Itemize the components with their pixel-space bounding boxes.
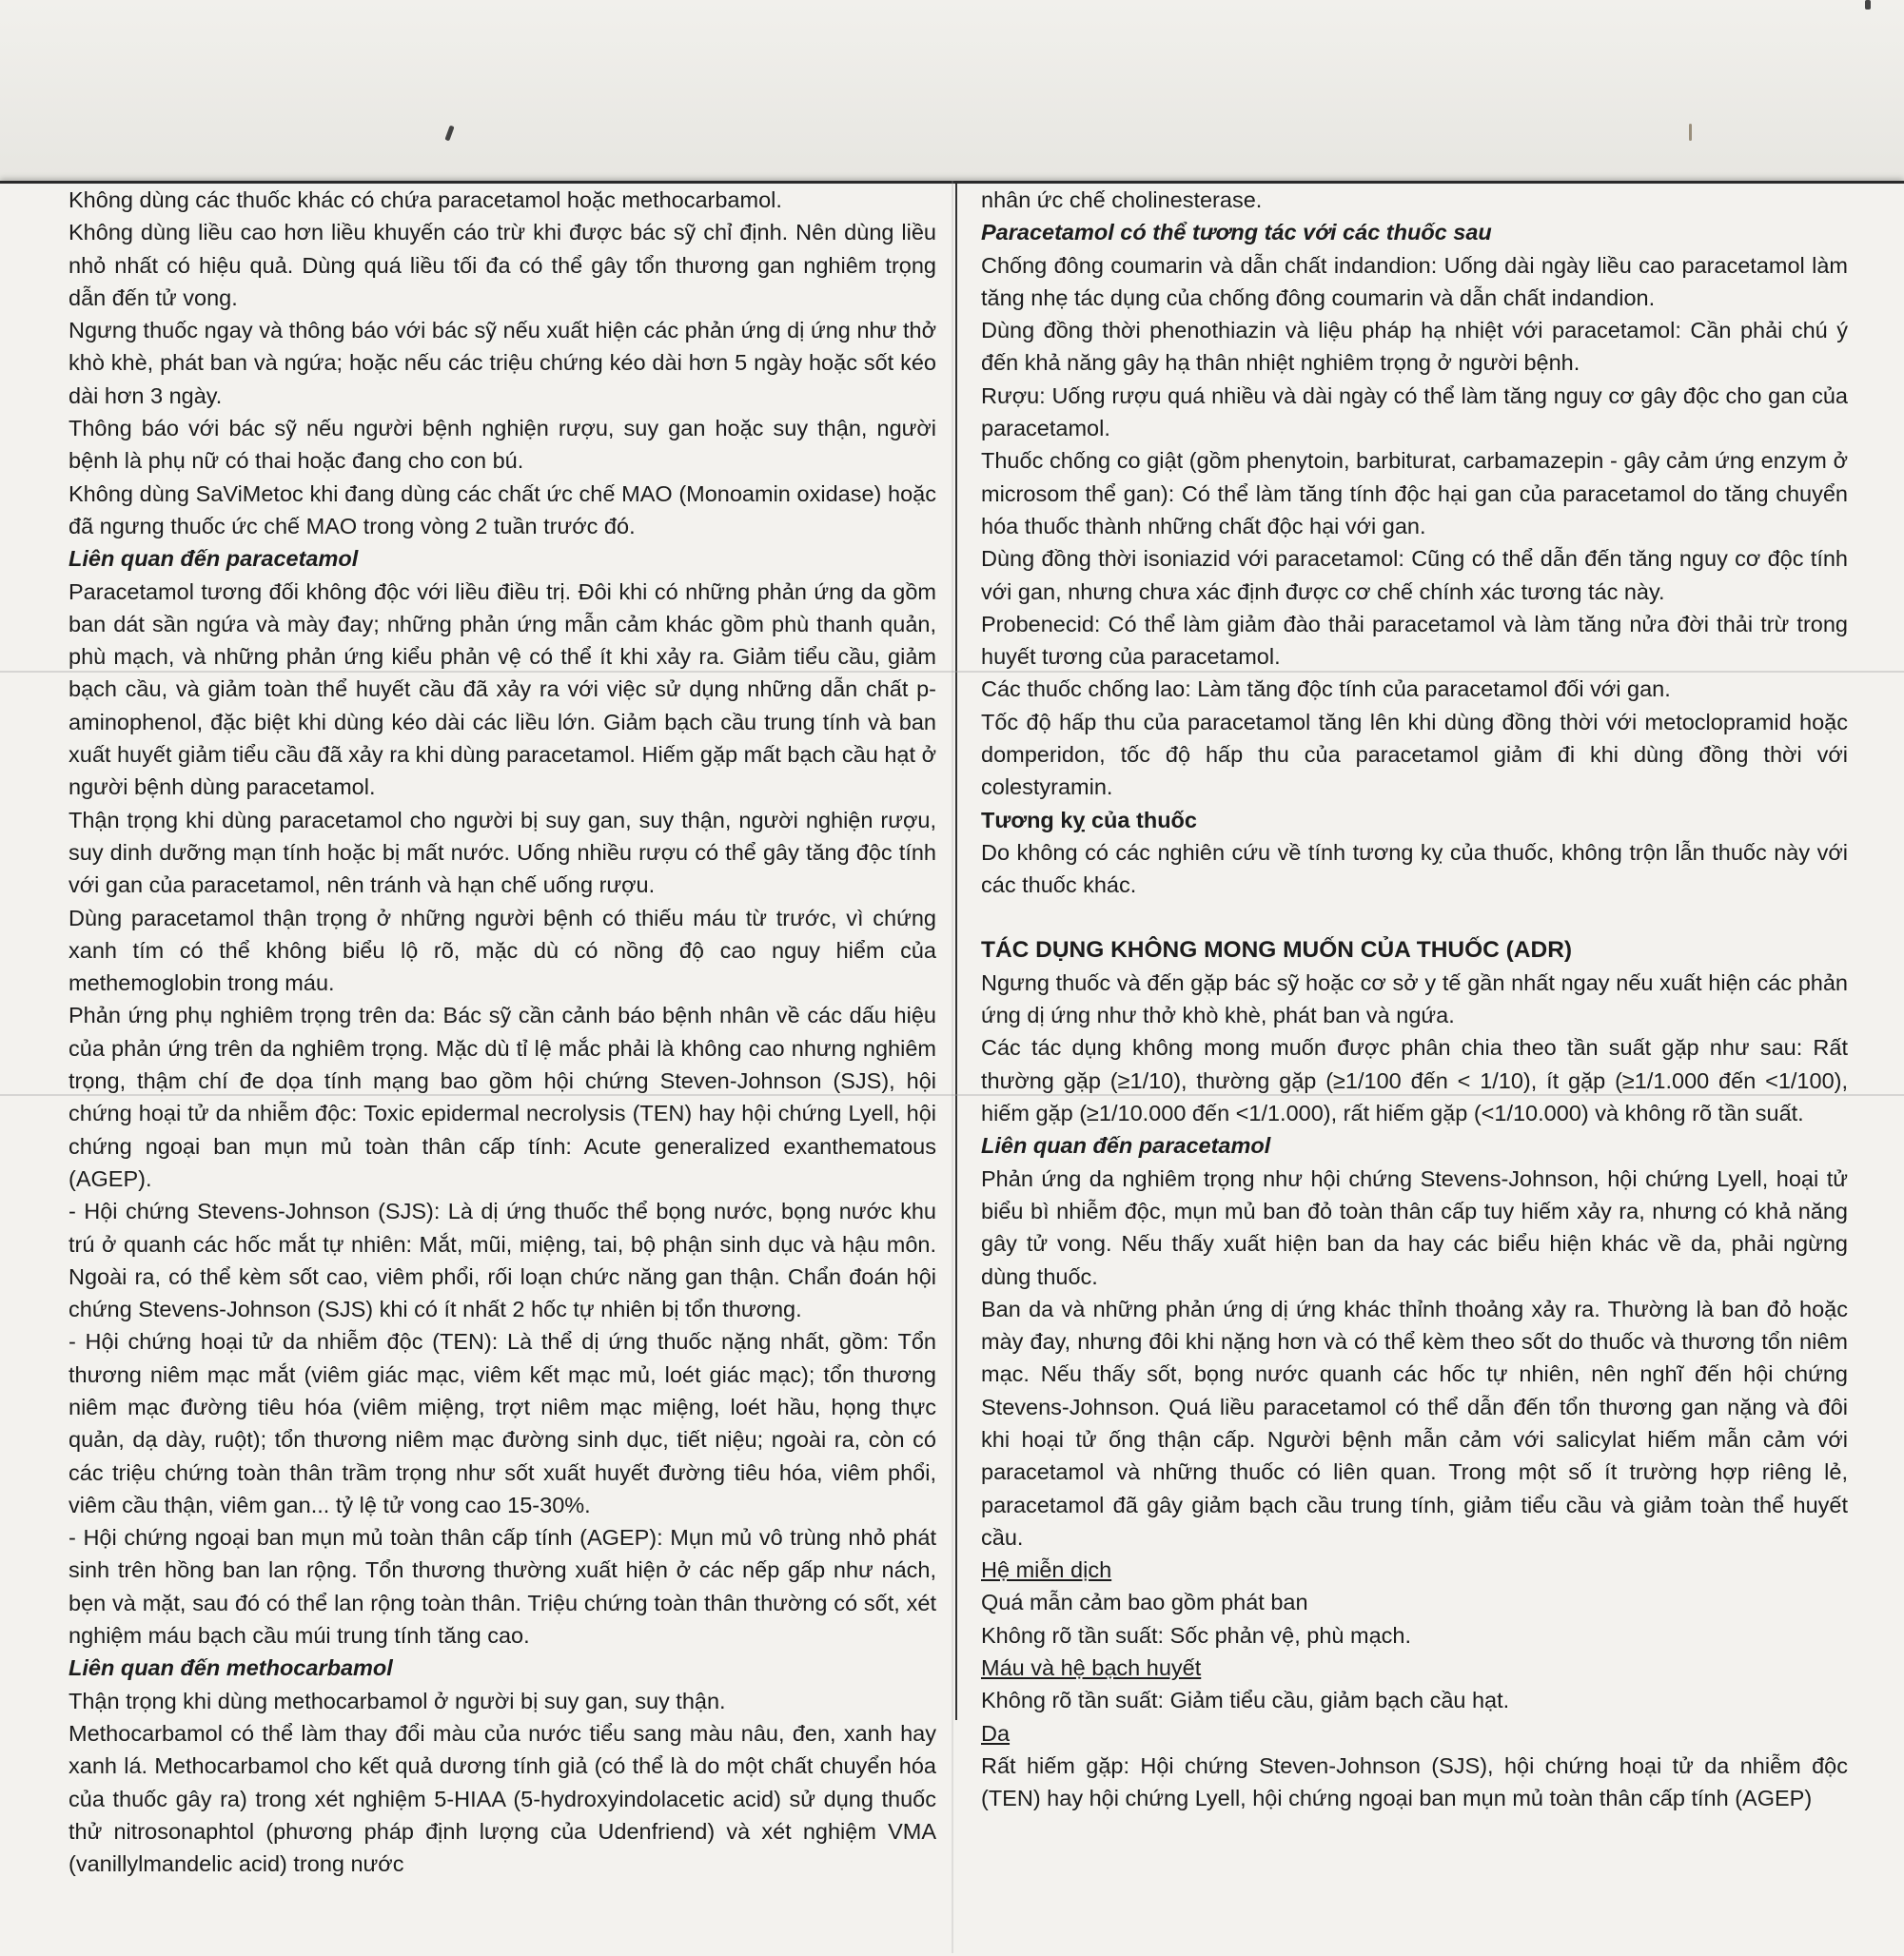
column-divider — [955, 184, 957, 1720]
paragraph: Ngưng thuốc và đến gặp bác sỹ hoặc cơ sở y tế gần nhất ngay nếu xuất hiện các phản ứng dị ứng như thở khò khè, phát ban và ngứa. — [981, 969, 1848, 1028]
paragraph: nhân ức chế cholinesterase. — [981, 187, 1263, 212]
chapter-heading: TÁC DỤNG KHÔNG MONG MUỐN CỦA THUỐC (ADR) — [981, 936, 1573, 963]
paragraph: Các thuốc chống lao: Làm tăng độc tính của paracetamol đối với gan. — [981, 676, 1671, 702]
paragraph: Phản ứng da nghiêm trọng như hội chứng Stevens-Johnson, hội chứng Lyell, hoại tử biểu bì nhiễm độc, mụn mủ ban đỏ toàn thân cấp tuy hiếm xảy ra, nhưng có khả năng gây tử vong. Nếu thấy xuất hiện ban da hay các biểu hiện khác về da, phải ngừng dùng thuốc. — [981, 1165, 1848, 1289]
paragraph: Dùng đồng thời phenothiazin và liệu pháp hạ nhiệt với paracetamol: Cần phải chú ý đến khả năng gây hạ thân nhiệt nghiêm trọng ở người bệnh. — [981, 318, 1848, 376]
subsection-heading: Máu và hệ bạch huyết — [981, 1655, 1202, 1681]
pen-mark — [444, 126, 454, 142]
paragraph: Không dùng liều cao hơn liều khuyến cáo trừ khi được bác sỹ chỉ định. Nên dùng liều nhỏ nhất có hiệu quả. Dùng quá liều tối đa có thể gây tổn thương gan nghiêm trọng dẫn đến tử vong. — [69, 220, 936, 310]
section-heading: Paracetamol có thể tương tác với các thuốc sau — [981, 220, 1492, 245]
paragraph: Không dùng SaViMetoc khi đang dùng các chất ức chế MAO (Monoamin oxidase) hoặc đã ngưng thuốc ức chế MAO trong vòng 2 tuần trước đó. — [69, 480, 936, 538]
section-heading: Liên quan đến paracetamol — [69, 546, 359, 572]
paragraph: Thuốc chống co giật (gồm phenytoin, barbiturat, carbamazepin - gây cảm ứng enzym ở microsom thể gan): Có thể làm tăng tính độc hại gan của paracetamol do tăng chuyển hóa thuốc thành những chất độc hại với gan. — [981, 448, 1848, 538]
scan-top-margin — [0, 0, 1904, 181]
paragraph: - Hội chứng ngoại ban mụn mủ toàn thân cấp tính (AGEP): Mụn mủ vô trùng nhỏ phát sinh trên hồng ban lan rộng. Tổn thương thường xuất hiện ở các nếp gấp như nách, bẹn và mặt, sau đó có thể lan rộng toàn thân. Triệu chứng toàn thân thường có sốt, xét nghiệm máu bạch cầu múi trung tính tăng cao. — [69, 1525, 936, 1649]
right-column — [981, 184, 1848, 1934]
paragraph: Không rõ tần suất: Giảm tiểu cầu, giảm bạch cầu hạt. — [981, 1688, 1510, 1713]
paragraph: Thận trọng khi dùng paracetamol cho người bị suy gan, suy thận, người nghiện rượu, suy dinh dưỡng mạn tính hoặc bị mất nước. Uống nhiều rượu có thể gây tăng độc tính với gan của paracetamol, nên tránh và hạn chế uống rượu. — [69, 807, 936, 898]
paper-fold-line — [952, 181, 953, 1953]
subsection-heading: Hệ miễn dịch — [981, 1557, 1112, 1583]
paragraph: Do không có các nghiên cứu về tính tương kỵ của thuốc, không trộn lẫn thuốc này với các thuốc khác. — [981, 839, 1848, 898]
paragraph: Các tác dụng không mong muốn được phân chia theo tần suất gặp như sau: Rất thường gặp (≥1/10), thường gặp (≥1/100 đến < 1/10), ít gặp (≥1/1.000 đến <1/100), hiếm gặp (≥1/10.000 đến <1/1.000), rất hiếm gặp (<1/10.000) và không rõ tần suất. — [981, 1035, 1848, 1126]
pen-mark — [1865, 0, 1871, 10]
paragraph: Paracetamol tương đối không độc với liều điều trị. Đôi khi có những phản ứng da gồm ban dát sần ngứa và mày đay; những phản ứng mẫn cảm khác gồm phù thanh quản, phù mạch, và những phản ứng kiểu phản vệ có thể ít khi xảy ra. Giảm tiểu cầu, giảm bạch cầu, và giảm toàn thể huyết cầu đã xảy ra với việc sử dụng những dẫn chất p-aminophenol, đặc biệt khi dùng kéo dài các liều lớn. Giảm bạch cầu trung tính và ban xuất huyết giảm tiểu cầu đã xảy ra khi dùng paracetamol. Hiếm gặp mất bạch cầu hạt ở người bệnh dùng paracetamol. — [69, 578, 936, 800]
paragraph: Rất hiếm gặp: Hội chứng Steven-Johnson (SJS), hội chứng hoại tử da nhiễm độc (TEN) hay hội chứng Lyell, hội chứng ngoại ban mụn mủ toàn thân cấp tính (AGEP) — [981, 1752, 1848, 1811]
subsection-heading: Da — [981, 1720, 1011, 1746]
paragraph: Thông báo với bác sỹ nếu người bệnh nghiện rượu, suy gan hoặc suy thận, người bệnh là phụ nữ có thai hoặc đang cho con bú. — [69, 416, 936, 474]
paragraph: Quá mẫn cảm bao gồm phát ban — [981, 1590, 1308, 1615]
paragraph: - Hội chứng Stevens-Johnson (SJS): Là dị ứng thuốc thể bọng nước, bọng nước khu trú ở quanh các hốc mắt tự nhiên: Mắt, mũi, miệng, tai, bộ phận sinh dục và hậu môn. Ngoài ra, có thể kèm sốt cao, viêm phổi, rối loạn chức năng gan thận. Chẩn đoán hội chứng Stevens-Johnson (SJS) khi có ít nhất 2 hốc tự nhiên bị tổn thương. — [69, 1199, 936, 1322]
paragraph: Methocarbamol có thể làm thay đổi màu của nước tiểu sang màu nâu, đen, xanh hay xanh lá. Methocarbamol cho kết quả dương tính giả (có thể là do một chất chuyển hóa của thuốc gây ra) trong xét nghiệm 5-HIAA (5-hydroxyindolacetic acid) sử dụng thuốc thử nitrosonaphtol (phương pháp định lượng của Udenfriend) và xét nghiệm VMA (vanillylmandelic acid) trong nước — [69, 1720, 936, 1877]
paragraph: Ngưng thuốc ngay và thông báo với bác sỹ nếu xuất hiện các phản ứng dị ứng như thở khò khè, phát ban và ngứa; hoặc nếu các triệu chứng kéo dài hơn 5 ngày hoặc sốt kéo dài hơn 3 ngày. — [69, 318, 936, 408]
paragraph: Thận trọng khi dùng methocarbamol ở người bị suy gan, suy thận. — [69, 1688, 726, 1713]
paragraph: Ban da và những phản ứng dị ứng khác thỉnh thoảng xảy ra. Thường là ban đỏ hoặc mày đay, nhưng đôi khi nặng hơn và có thể kèm theo sốt do thuốc và thương tổn niêm mạc. Nếu thấy sốt, bọng nước quanh các hốc tự nhiên, nên nghĩ đến hội chứng Stevens-Johnson. Quá liều paracetamol có thể dẫn đến tổn thương gan nặng và đôi khi hoại tử ống thận cấp. Người bệnh mẫn cảm với salicylat hiếm mẫn cảm với paracetamol và những thuốc có liên quan. Trong một số ít trường hợp riêng lẻ, paracetamol đã gây giảm bạch cầu trung tính, giảm tiểu cầu và giảm toàn thể huyết cầu. — [981, 1296, 1848, 1550]
paragraph: Không dùng các thuốc khác có chứa paracetamol hoặc methocarbamol. — [69, 187, 782, 212]
pen-mark — [1689, 124, 1692, 141]
paragraph: Phản ứng phụ nghiêm trọng trên da: Bác sỹ cần cảnh báo bệnh nhân về các dấu hiệu của phản ứng trên da nghiêm trọng. Mặc dù tỉ lệ mắc phải là không cao nhưng nghiêm trọng, thậm chí đe dọa tính mạng bao gồm hội chứng Steven-Johnson (SJS), hội chứng hoại tử da nhiễm độc: Toxic epidermal necrolysis (TEN) hay hội chứng Lyell, hội chứng ngoại ban mụn mủ toàn thân cấp tính: Acute generalized exanthematous (AGEP). — [69, 1003, 936, 1191]
section-heading: Liên quan đến paracetamol — [981, 1133, 1271, 1159]
section-heading: Liên quan đến methocarbamol — [69, 1655, 393, 1681]
paragraph: Chống đông coumarin và dẫn chất indandion: Uống dài ngày liều cao paracetamol làm tăng nhẹ tác dụng của chống đông coumarin và dẫn chất indandion. — [981, 252, 1848, 310]
paragraph: Dùng paracetamol thận trọng ở những người bệnh có thiếu máu từ trước, vì chứng xanh tím có thể không biểu lộ rõ, mặc dù có nồng độ cao nguy hiểm của methemoglobin trong máu. — [69, 905, 936, 996]
paragraph: - Hội chứng hoại tử da nhiễm độc (TEN): Là thể dị ứng thuốc nặng nhất, gồm: Tổn thương niêm mạc mắt (viêm giác mạc, viêm kết mạc mủ, loét giác mạc); tổn thương niêm mạc đường tiêu hóa (viêm miệng, trợt niêm mạc miệng, loét hầu, họng thực quản, dạ dày, ruột); tổn thương niêm mạc đường sinh dục, tiết niệu; ngoài ra, còn có các triệu chứng toàn thân trầm trọng như sốt xuất huyết đường tiêu hóa, viêm phổi, viêm cầu thận, viêm gan... tỷ lệ tử vong cao 15-30%. — [69, 1329, 936, 1517]
paragraph: Dùng đồng thời isoniazid với paracetamol: Cũng có thể dẫn đến tăng nguy cơ độc tính với gan, nhưng chưa xác định được cơ chế chính xác tương tác này. — [981, 546, 1848, 604]
section-heading: Tương kỵ của thuốc — [981, 807, 1197, 832]
paragraph: Không rõ tần suất: Sốc phản vệ, phù mạch. — [981, 1622, 1412, 1648]
paragraph: Probenecid: Có thể làm giảm đào thải paracetamol và làm tăng nửa đời thải trừ trong huyết tương của paracetamol. — [981, 611, 1848, 670]
paragraph: Tốc độ hấp thu của paracetamol tăng lên khi dùng đồng thời với metoclopramid hoặc domperidon, tốc độ hấp thu của paracetamol giảm đi khi dùng đồng thời với colestyramin. — [981, 709, 1848, 800]
left-column — [69, 184, 936, 1934]
paragraph: Rượu: Uống rượu quá nhiều và dài ngày có thể làm tăng nguy cơ gây độc cho gan của paracetamol. — [981, 382, 1848, 441]
